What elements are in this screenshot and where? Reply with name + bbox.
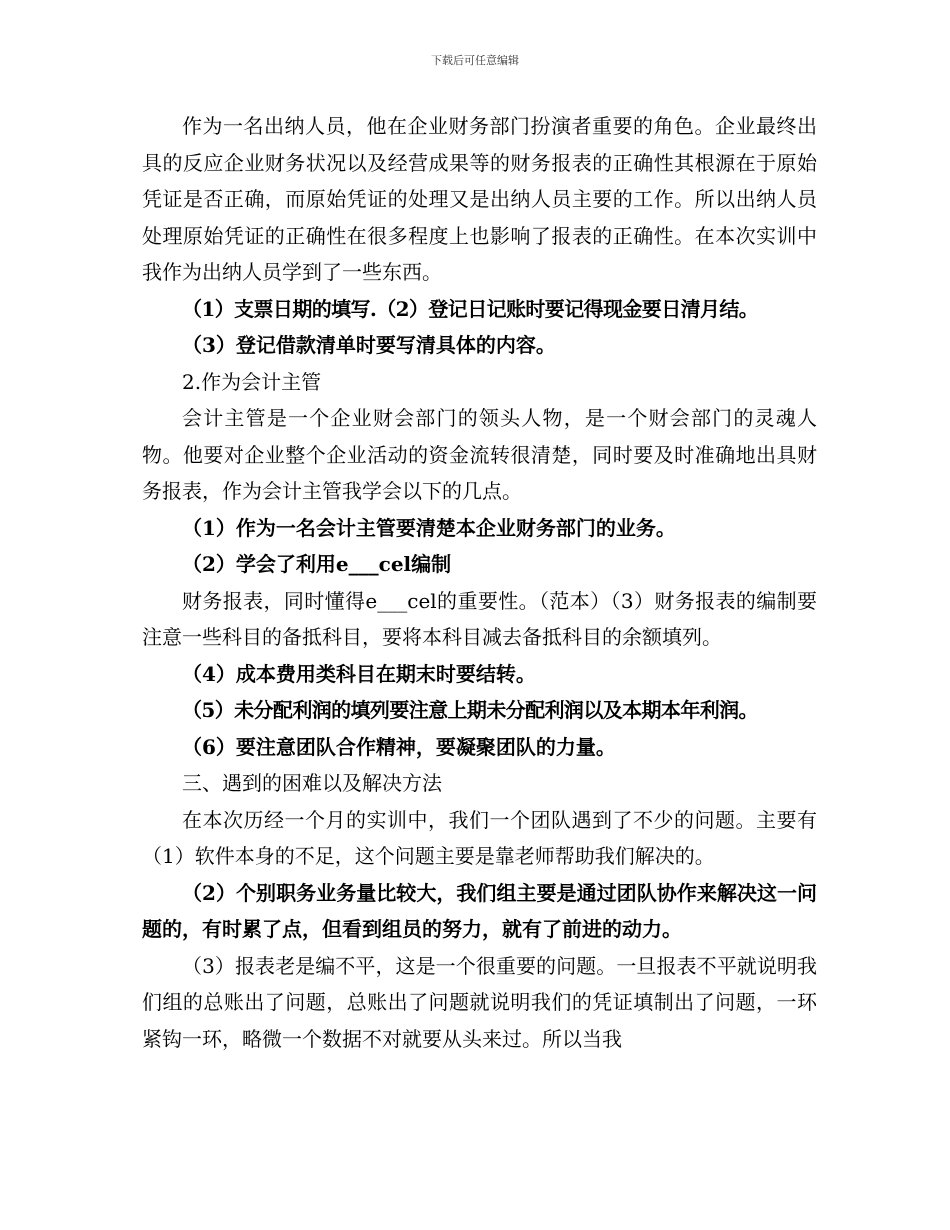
section-heading-accounting-supervisor: 2.作为会计主管 [182,369,322,394]
point-undistributed-profit: （5）未分配利润的填列要注意上期未分配利润以及本期本年利润。 [182,698,758,722]
document-body [142,108,817,1057]
paragraph-problems-intro: 在本次历经一个月的实训中，我们一个团队遇到了不少的问题。主要有（1）软件本身的不足，这个问题主要是靠老师帮助我们解决的。 [142,807,817,868]
section-heading-difficulties: 三、遇到的困难以及解决方法 [182,771,442,795]
paragraph-cashier-role: 作为一名出纳人员，他在企业财务部门扮演者重要的角色。企业最终出具的反应企业财务状况以及经营成果等的财务报表的正确性其根源在于原始凭证是否正确，而原始凭证的处理又是出纳人员主要的工作。所以出纳人员处理原始凭证的正确性在很多程度上也影响了报表的正确性。在本次实训中我作为出纳人员学到了一些东西。 [142,114,817,284]
point-cost-transfer: （4）成本费用类科目在期末时要结转。 [182,661,536,686]
point-workload: （2）个别职务业务量比较大，我们组主要是通过团队协作来解决这一问题的，有时累了点，但看到组员的努力，就有了前进的动力。 [142,880,817,941]
paragraph-financial-statements: 财务报表，同时懂得e___cel的重要性。（范本）（3）财务报表的编制要注意一些科目的备抵科目，要将本科目减去备抵科目的余额填列。 [142,588,817,649]
point-cheque-date-journal: （1）支票日期的填写.（2）登记日记账时要记得现金要日清月结。 [182,296,759,321]
point-excel-compile: （2）学会了利用e___cel编制 [182,552,452,576]
point-know-business: （1）作为一名会计主管要清楚本企业财务部门的业务。 [182,515,676,540]
paragraph-supervisor-role: 会计主管是一个企业财会部门的领头人物，是一个财会部门的灵魂人物。他要对企业整个企业活动的资金流转很清楚，同时要及时准确地出具财务报表，作为会计主管我学会以下的几点。 [142,406,817,503]
paragraph-unbalanced-reports: （3）报表老是编不平，这是一个很重要的问题。一旦报表不平就说明我们组的总账出了问题，总账出了问题就说明我们的凭证填制出了问题，一环紧钩一环，略微一个数据不对就要从头来过。所以当我 [142,953,817,1051]
point-teamwork: （6）要注意团队合作精神，要凝聚团队的力量。 [182,734,616,759]
page-header: 下载后可任意编辑 [431,54,519,67]
point-loan-list: （3）登记借款清单时要写清具体的内容。 [182,333,556,357]
